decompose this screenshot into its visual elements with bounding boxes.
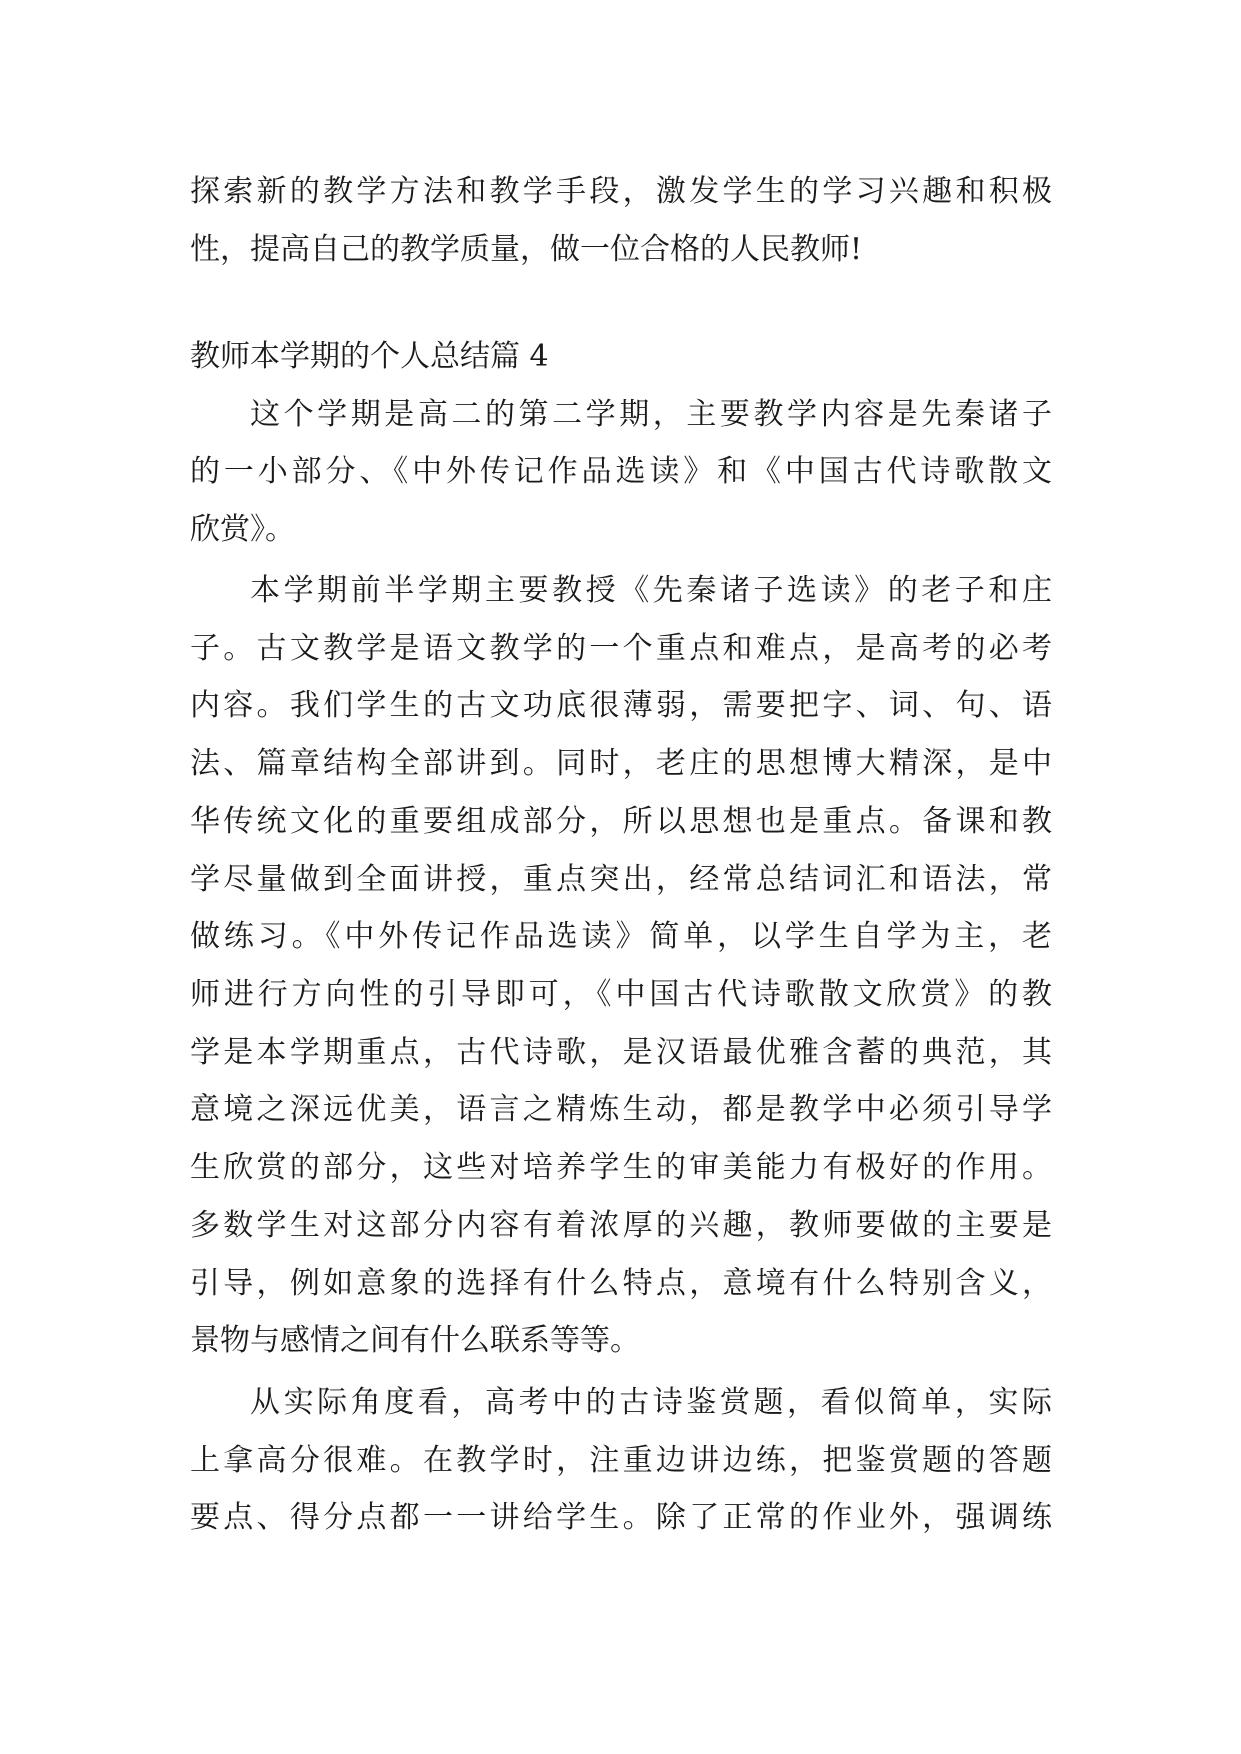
section-heading: 教师本学期的个人总结篇 4	[190, 339, 549, 374]
text-line: 探索新的教学方法和教学手段，激发学生的学习兴趣和积极	[190, 174, 1052, 209]
text-line: 要点、得分点都一一讲给学生。除了正常的作业外，强调练	[190, 1500, 1052, 1535]
text-line: 本学期前半学期主要教授《先秦诸子选读》的老子和庄	[250, 573, 1052, 608]
text-line: 引导，例如意象的选择有什么特点，意境有什么特别含义，	[190, 1266, 1052, 1301]
text-line: 多数学生对这部分内容有着浓厚的兴趣，教师要做的主要是	[190, 1208, 1052, 1243]
text-line: 从实际角度看，高考中的古诗鉴赏题，看似简单，实际	[250, 1385, 1052, 1420]
text-line: 学尽量做到全面讲授，重点突出，经常总结词汇和语法，常	[190, 862, 1052, 897]
text-line: 意境之深远优美，语言之精炼生动，都是教学中必须引导学	[190, 1092, 1052, 1127]
text-line: 的一小部分、《中外传记作品选读》和《中国古代诗歌散文	[190, 454, 1052, 489]
text-line: 师进行方向性的引导即可，《中国古代诗歌散文欣赏》的教	[190, 977, 1052, 1012]
text-line: 华传统文化的重要组成部分，所以思想也是重点。备课和教	[190, 804, 1052, 839]
text-line: 上拿高分很难。在教学时，注重边讲边练，把鉴赏题的答题	[190, 1443, 1052, 1478]
text-line: 学是本学期重点，古代诗歌，是汉语最优雅含蓄的典范，其	[190, 1035, 1052, 1070]
text-line: 性，提高自己的教学质量，做一位合格的人民教师!	[190, 232, 863, 267]
text-line: 欣赏》。	[190, 512, 295, 547]
text-line: 景物与感情之间有什么联系等等。	[190, 1323, 640, 1358]
text-line: 内容。我们学生的古文功底很薄弱，需要把字、词、句、语	[190, 688, 1052, 723]
text-line: 法、篇章结构全部讲到。同时，老庄的思想博大精深，是中	[190, 746, 1052, 781]
text-line: 这个学期是高二的第二学期，主要教学内容是先秦诸子	[250, 397, 1052, 432]
text-line: 做练习。《中外传记作品选读》简单，以学生自学为主，老	[190, 919, 1052, 954]
text-line: 子。古文教学是语文教学的一个重点和难点，是高考的必考	[190, 631, 1052, 666]
text-line: 生欣赏的部分，这些对培养学生的审美能力有极好的作用。	[190, 1150, 1052, 1185]
